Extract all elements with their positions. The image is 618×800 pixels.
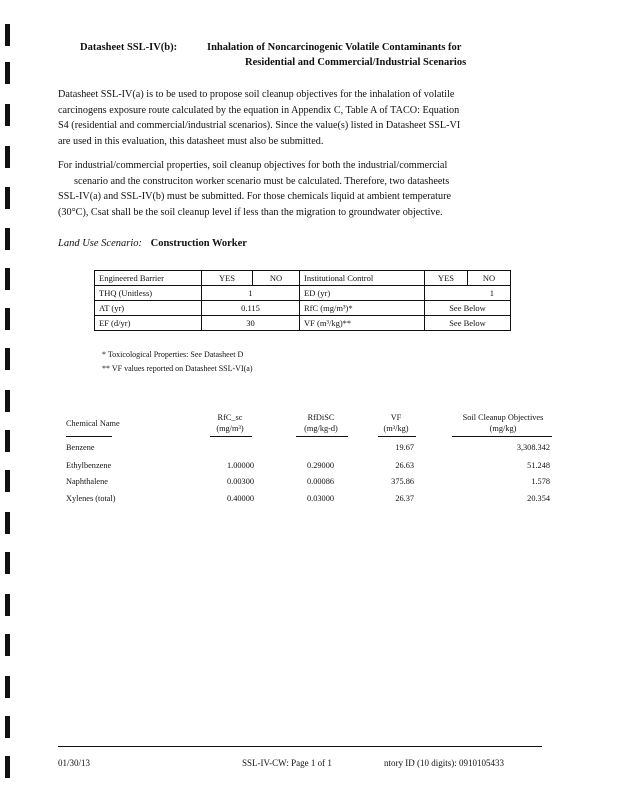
- table-row: [95, 286, 511, 301]
- param-label: RfC (mg/m³)*: [300, 301, 425, 316]
- cleanup-objective-value: 1.578: [531, 477, 550, 486]
- land-use-scenario: [58, 238, 247, 249]
- col-header-objectives: Soil Cleanup Objectives: [462, 413, 544, 422]
- land-use-value: Construction Worker: [150, 238, 247, 249]
- param-label: THQ (Unitless): [95, 286, 202, 301]
- header-underline: [296, 436, 348, 437]
- land-use-label: Land Use Scenario:: [58, 238, 142, 249]
- vf-value: 375.86: [391, 477, 414, 486]
- header-underline: [210, 436, 252, 437]
- header-underline: [66, 436, 112, 437]
- scan-edge-mark: [5, 308, 10, 330]
- header-cell: Institutional Control: [300, 271, 425, 286]
- vf-value: 19.67: [395, 443, 414, 452]
- param-value: 30: [202, 316, 300, 331]
- scan-edge-mark: [5, 390, 10, 412]
- chemical-name: Ethylbenzene: [66, 461, 112, 470]
- scan-edge-mark: [5, 430, 10, 452]
- paragraph-line: SSL-IV(a) and SSL-IV(b) must be submitted. For those chemicals liquid at ambient temperature: [58, 191, 451, 202]
- paragraph-line: For industrial/commercial properties, soil cleanup objectives for both the industrial/commercial: [58, 160, 448, 171]
- scan-edge-mark: [5, 594, 10, 616]
- cleanup-objective-value: 51.248: [527, 461, 550, 470]
- header-underline: [452, 436, 552, 437]
- scan-edge-mark: [5, 62, 10, 84]
- footer-date: 01/30/13: [58, 758, 91, 768]
- scan-edge-mark: [5, 552, 10, 574]
- chemical-name: Naphthalene: [66, 477, 108, 486]
- col-header-chemical: Chemical Name: [66, 419, 120, 428]
- footer-inventory-id: ntory ID (10 digits): 0910105433: [384, 758, 504, 768]
- param-label: VF (m³/kg)**: [300, 316, 425, 331]
- scan-edge-mark: [5, 348, 10, 370]
- vf-value: 26.37: [395, 494, 414, 503]
- table-row: [95, 316, 511, 331]
- param-value: See Below: [425, 316, 511, 331]
- page-title-line2: Residential and Commercial/Industrial Scenarios: [245, 57, 467, 68]
- param-value: See Below: [425, 301, 511, 316]
- scan-edge-mark: [5, 104, 10, 126]
- page-title-line1: Inhalation of Noncarcinogenic Volatile Contaminants for: [207, 42, 462, 53]
- param-value: 0.115: [202, 301, 300, 316]
- vf-value: 26.63: [395, 461, 414, 470]
- scan-edge-mark: [5, 228, 10, 250]
- scan-edge-mark: [5, 716, 10, 738]
- rfc-value: 0.40000: [227, 494, 254, 503]
- col-header-rfd: RfDiSC: [307, 413, 335, 422]
- footer-page-number: SSL-IV-CW: Page 1 of 1: [242, 758, 332, 768]
- intro-paragraph: [58, 87, 558, 149]
- datasheet-label: Datasheet SSL-IV(b):: [80, 42, 178, 53]
- param-value: 1: [202, 286, 300, 301]
- rfd-value: 0.29000: [307, 461, 334, 470]
- scan-edge-mark: [5, 187, 10, 209]
- cleanup-objective-value: 20.354: [527, 494, 550, 503]
- paragraph-line: carcinogens exposure route calculated by the equation in Appendix C, Table A of TACO: Equation: [58, 104, 460, 116]
- scan-edge-mark: [5, 268, 10, 290]
- param-label: ED (yr): [300, 286, 425, 301]
- scan-edge-mark: [5, 676, 10, 698]
- rfc-value: 0.00300: [227, 477, 254, 486]
- scan-edge-mark: [5, 512, 10, 534]
- scan-edge-mark: [5, 24, 10, 46]
- paragraph-line: are used in this evaluation, this datasheet must also be submitted.: [58, 135, 324, 147]
- param-label: EF (d/yr): [95, 316, 202, 331]
- col-header-vf-unit: (m³/kg): [383, 424, 409, 433]
- col-header-rfd-unit: (mg/kg-d): [304, 424, 338, 433]
- table-header-row: [95, 271, 511, 286]
- footer-divider: [58, 746, 542, 747]
- rfc-value: 1.00000: [227, 461, 254, 470]
- cleanup-objective-value: 3,308.342: [516, 443, 550, 452]
- header-cell: YES: [425, 271, 468, 286]
- paragraph-line: Datasheet SSL-IV(a) is to be used to propose soil cleanup objectives for the inhalation of volatile: [58, 89, 455, 100]
- col-header-objectives-unit: (mg/kg): [489, 424, 517, 433]
- col-header-vf: VF: [390, 413, 402, 422]
- footnote-toxicological: * Toxicological Properties: See Datasheet D: [102, 350, 244, 359]
- header-cell: Engineered Barrier: [95, 271, 202, 286]
- scan-edge-mark: [5, 634, 10, 656]
- paragraph-line: S4 (residential and commercial/industrial scenarios). Since the value(s) listed in Datasheet SSL-VI: [58, 120, 461, 131]
- scan-edge-mark: [5, 146, 10, 168]
- scan-edge-mark: [5, 756, 10, 778]
- chemical-name: Xylenes (total): [66, 494, 116, 503]
- header-cell: YES: [202, 271, 253, 286]
- rfd-value: 0.03000: [307, 494, 334, 503]
- header-cell: NO: [468, 271, 511, 286]
- header-cell: NO: [253, 271, 300, 286]
- chemical-name: Benzene: [66, 443, 95, 452]
- parameters-table: [94, 270, 511, 331]
- col-header-rfc-unit: (mg/m³): [216, 424, 244, 433]
- param-value: 1: [425, 286, 511, 301]
- col-header-rfc: RfC_sc: [217, 413, 243, 422]
- scan-edge-mark: [5, 470, 10, 492]
- rfd-value: 0.00086: [307, 477, 334, 486]
- table-row: [95, 301, 511, 316]
- footnote-vf: ** VF values reported on Datasheet SSL-VI(a): [102, 364, 253, 373]
- header-underline: [378, 436, 416, 437]
- paragraph-line: scenario and the construciton worker scenario must be calculated. Therefore, two datasheets: [74, 175, 450, 187]
- param-label: AT (yr): [95, 301, 202, 316]
- requirements-paragraph: [58, 158, 558, 220]
- paragraph-line: (30°C), Csat shall be the soil cleanup level if less than the migration to groundwater objective.: [58, 206, 443, 218]
